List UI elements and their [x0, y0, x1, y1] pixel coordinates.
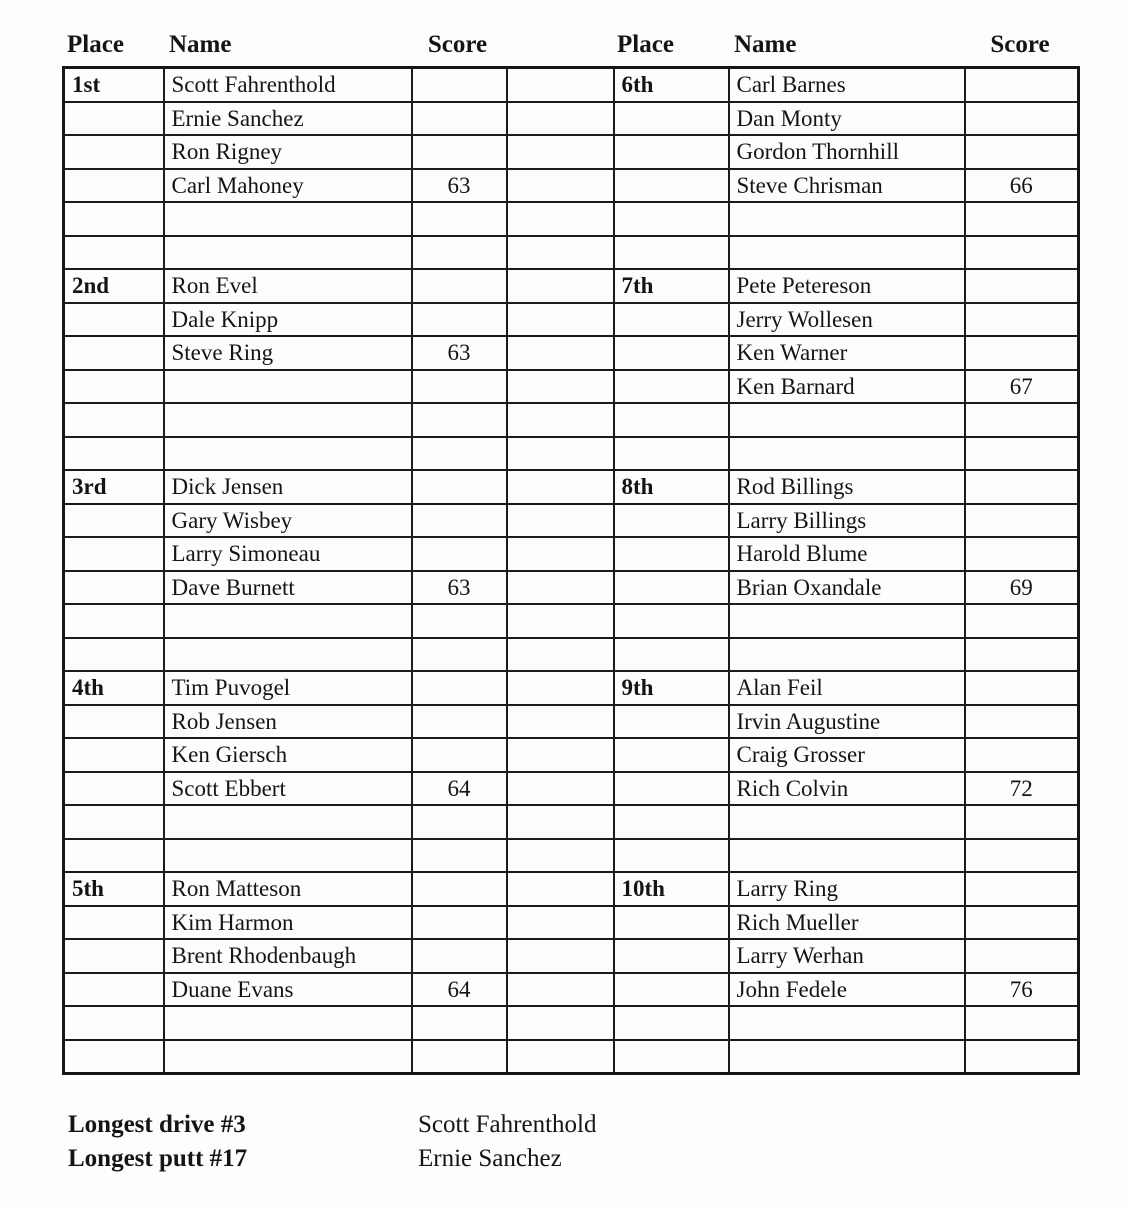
place-cell-left: [64, 403, 164, 437]
results-table: [62, 66, 1080, 1075]
place-cell-right: [614, 939, 729, 973]
name-cell-right: Craig Grosser: [729, 738, 965, 772]
place-cell-left: 4th: [64, 671, 164, 705]
place-cell-left: [64, 202, 164, 236]
name-cell-left: Dale Knipp: [164, 303, 412, 337]
spacer-cell: [507, 403, 614, 437]
name-cell-right: Carl Barnes: [729, 68, 965, 102]
score-cell-left: [412, 403, 507, 437]
score-cell-left: [412, 906, 507, 940]
place-cell-right: [614, 772, 729, 806]
table-row: [64, 102, 1079, 136]
place-cell-right: 9th: [614, 671, 729, 705]
score-cell-left: 64: [412, 772, 507, 806]
column-headers: [62, 28, 1077, 62]
name-cell-left: [164, 1006, 412, 1040]
name-cell-right: [729, 1040, 965, 1074]
name-cell-left: [164, 1040, 412, 1074]
name-cell-left: Ron Matteson: [164, 872, 412, 906]
name-cell-right: Harold Blume: [729, 537, 965, 571]
name-cell-right: Dan Monty: [729, 102, 965, 136]
spacer-cell: [507, 571, 614, 605]
score-cell-left: [412, 872, 507, 906]
score-cell-left: [412, 269, 507, 303]
spacer-cell: [507, 537, 614, 571]
spacer-cell: [507, 336, 614, 370]
score-cell-right: [965, 102, 1079, 136]
place-cell-left: [64, 939, 164, 973]
name-cell-left: Dave Burnett: [164, 571, 412, 605]
table-row: [64, 738, 1079, 772]
place-cell-left: 1st: [64, 68, 164, 102]
place-cell-right: [614, 571, 729, 605]
spacer-cell: [507, 772, 614, 806]
place-cell-right: [614, 370, 729, 404]
place-cell-right: [614, 135, 729, 169]
place-cell-right: [614, 705, 729, 739]
table-row: [64, 537, 1079, 571]
award-longest-putt: [68, 1142, 596, 1176]
score-cell-left: [412, 805, 507, 839]
score-cell-left: 63: [412, 571, 507, 605]
spacer-cell: [507, 370, 614, 404]
spacer-cell: [507, 1006, 614, 1040]
table-row: [64, 604, 1079, 638]
place-cell-right: [614, 638, 729, 672]
score-cell-right: [965, 638, 1079, 672]
place-cell-right: [614, 906, 729, 940]
name-cell-left: [164, 437, 412, 471]
score-cell-right: [965, 68, 1079, 102]
score-cell-right: 72: [965, 772, 1079, 806]
place-cell-right: [614, 336, 729, 370]
spacer-cell: [507, 1040, 614, 1074]
score-cell-right: [965, 738, 1079, 772]
table-row: [64, 135, 1079, 169]
spacer-cell: [507, 202, 614, 236]
place-cell-right: [614, 537, 729, 571]
score-cell-right: [965, 671, 1079, 705]
name-cell-left: [164, 839, 412, 873]
place-cell-left: [64, 437, 164, 471]
name-cell-left: Ron Evel: [164, 269, 412, 303]
name-cell-left: Ron Rigney: [164, 135, 412, 169]
place-cell-right: 6th: [614, 68, 729, 102]
award-longest-drive-label: Longest drive #3: [68, 1111, 246, 1138]
name-cell-right: [729, 638, 965, 672]
score-cell-left: [412, 437, 507, 471]
place-cell-right: [614, 102, 729, 136]
name-cell-right: Pete Petereson: [729, 269, 965, 303]
score-cell-right: 67: [965, 370, 1079, 404]
score-cell-right: [965, 805, 1079, 839]
name-cell-right: [729, 236, 965, 270]
spacer-cell: [507, 939, 614, 973]
score-cell-left: [412, 705, 507, 739]
spacer-cell: [507, 303, 614, 337]
name-cell-right: [729, 437, 965, 471]
name-cell-left: Kim Harmon: [164, 906, 412, 940]
table-row: [64, 336, 1079, 370]
table-row: [64, 805, 1079, 839]
table-row: [64, 772, 1079, 806]
table-row: [64, 1006, 1079, 1040]
score-cell-left: 64: [412, 973, 507, 1007]
table-row: [64, 939, 1079, 973]
name-cell-right: Larry Billings: [729, 504, 965, 538]
table-row: [64, 638, 1079, 672]
spacer-cell: [507, 269, 614, 303]
table-row: [64, 169, 1079, 203]
spacer-cell: [507, 872, 614, 906]
name-cell-left: [164, 604, 412, 638]
place-cell-right: [614, 403, 729, 437]
name-cell-left: Steve Ring: [164, 336, 412, 370]
table-row: [64, 504, 1079, 538]
spacer-cell: [507, 604, 614, 638]
score-cell-right: [965, 705, 1079, 739]
name-cell-left: Brent Rhodenbaugh: [164, 939, 412, 973]
spacer-cell: [507, 68, 614, 102]
place-cell-right: [614, 1006, 729, 1040]
place-cell-left: 2nd: [64, 269, 164, 303]
spacer-cell: [507, 470, 614, 504]
spacer-cell: [507, 169, 614, 203]
place-cell-left: [64, 135, 164, 169]
score-cell-left: [412, 202, 507, 236]
name-cell-right: Brian Oxandale: [729, 571, 965, 605]
name-cell-left: Tim Puvogel: [164, 671, 412, 705]
score-cell-left: [412, 68, 507, 102]
table-row: [64, 236, 1079, 270]
score-cell-right: [965, 236, 1079, 270]
place-cell-left: [64, 537, 164, 571]
name-cell-left: Carl Mahoney: [164, 169, 412, 203]
score-cell-right: [965, 403, 1079, 437]
spacer-cell: [507, 839, 614, 873]
table-row: [64, 872, 1079, 906]
place-cell-right: [614, 437, 729, 471]
score-cell-left: [412, 939, 507, 973]
score-cell-left: [412, 370, 507, 404]
place-cell-right: 10th: [614, 872, 729, 906]
table-row: [64, 973, 1079, 1007]
header-name-right: Name: [734, 31, 797, 58]
score-cell-right: 66: [965, 169, 1079, 203]
place-cell-left: [64, 805, 164, 839]
name-cell-left: Rob Jensen: [164, 705, 412, 739]
score-cell-right: [965, 939, 1079, 973]
award-longest-putt-winner: Ernie Sanchez: [418, 1145, 562, 1172]
name-cell-left: Scott Ebbert: [164, 772, 412, 806]
score-cell-left: 63: [412, 169, 507, 203]
score-cell-left: [412, 1040, 507, 1074]
score-cell-left: [412, 671, 507, 705]
score-cell-right: [965, 135, 1079, 169]
table-row: [64, 470, 1079, 504]
place-cell-right: [614, 202, 729, 236]
place-cell-left: [64, 370, 164, 404]
score-cell-right: [965, 839, 1079, 873]
name-cell-right: Steve Chrisman: [729, 169, 965, 203]
score-cell-left: [412, 504, 507, 538]
name-cell-left: [164, 202, 412, 236]
table-row: [64, 403, 1079, 437]
spacer-cell: [507, 973, 614, 1007]
awards-footer: [68, 1108, 596, 1176]
name-cell-right: Ken Barnard: [729, 370, 965, 404]
name-cell-right: [729, 202, 965, 236]
score-cell-left: [412, 604, 507, 638]
award-longest-putt-label: Longest putt #17: [68, 1145, 248, 1172]
table-row: [64, 303, 1079, 337]
name-cell-right: Larry Ring: [729, 872, 965, 906]
score-cell-left: [412, 102, 507, 136]
name-cell-right: [729, 839, 965, 873]
name-cell-right: Rich Colvin: [729, 772, 965, 806]
name-cell-right: Gordon Thornhill: [729, 135, 965, 169]
name-cell-left: [164, 236, 412, 270]
table-row: [64, 1040, 1079, 1074]
name-cell-left: [164, 638, 412, 672]
score-cell-right: [965, 872, 1079, 906]
place-cell-right: [614, 839, 729, 873]
name-cell-left: Scott Fahrenthold: [164, 68, 412, 102]
place-cell-right: 8th: [614, 470, 729, 504]
place-cell-right: [614, 1040, 729, 1074]
place-cell-right: [614, 236, 729, 270]
table-row: [64, 370, 1079, 404]
place-cell-left: [64, 1006, 164, 1040]
place-cell-left: [64, 102, 164, 136]
place-cell-right: [614, 504, 729, 538]
score-cell-right: [965, 906, 1079, 940]
score-cell-left: [412, 135, 507, 169]
name-cell-right: Alan Feil: [729, 671, 965, 705]
header-place-left: Place: [67, 31, 124, 58]
score-cell-right: [965, 504, 1079, 538]
place-cell-right: [614, 303, 729, 337]
table-row: [64, 571, 1079, 605]
name-cell-right: Larry Werhan: [729, 939, 965, 973]
header-score-left: Score: [427, 31, 488, 58]
name-cell-right: John Fedele: [729, 973, 965, 1007]
place-cell-left: 3rd: [64, 470, 164, 504]
name-cell-right: [729, 403, 965, 437]
place-cell-left: [64, 1040, 164, 1074]
place-cell-right: [614, 604, 729, 638]
name-cell-left: Gary Wisbey: [164, 504, 412, 538]
name-cell-right: Rich Mueller: [729, 906, 965, 940]
place-cell-left: [64, 336, 164, 370]
score-cell-left: [412, 839, 507, 873]
score-cell-right: [965, 1006, 1079, 1040]
spacer-cell: [507, 906, 614, 940]
score-cell-left: [412, 537, 507, 571]
name-cell-left: Ken Giersch: [164, 738, 412, 772]
award-longest-drive-winner: Scott Fahrenthold: [418, 1111, 597, 1138]
score-cell-left: [412, 470, 507, 504]
score-cell-right: [965, 604, 1079, 638]
score-cell-right: [965, 1040, 1079, 1074]
name-cell-left: Larry Simoneau: [164, 537, 412, 571]
score-cell-right: [965, 202, 1079, 236]
name-cell-right: Jerry Wollesen: [729, 303, 965, 337]
name-cell-left: Ernie Sanchez: [164, 102, 412, 136]
place-cell-left: [64, 169, 164, 203]
table-row: [64, 705, 1079, 739]
header-name-left: Name: [169, 31, 232, 58]
name-cell-left: Dick Jensen: [164, 470, 412, 504]
spacer-cell: [507, 102, 614, 136]
spacer-cell: [507, 738, 614, 772]
spacer-cell: [507, 504, 614, 538]
spacer-cell: [507, 671, 614, 705]
name-cell-right: [729, 1006, 965, 1040]
name-cell-right: Ken Warner: [729, 336, 965, 370]
score-cell-left: [412, 236, 507, 270]
place-cell-left: [64, 638, 164, 672]
place-cell-right: [614, 169, 729, 203]
score-cell-left: [412, 738, 507, 772]
header-spacer: [505, 28, 612, 62]
results-table-body: [64, 68, 1079, 1074]
table-row: [64, 671, 1079, 705]
place-cell-left: [64, 772, 164, 806]
place-cell-left: [64, 738, 164, 772]
name-cell-right: [729, 604, 965, 638]
name-cell-right: Irvin Augustine: [729, 705, 965, 739]
name-cell-left: Duane Evans: [164, 973, 412, 1007]
place-cell-left: [64, 705, 164, 739]
spacer-cell: [507, 135, 614, 169]
place-cell-right: 7th: [614, 269, 729, 303]
score-cell-right: [965, 470, 1079, 504]
score-cell-right: [965, 537, 1079, 571]
score-cell-right: 76: [965, 973, 1079, 1007]
name-cell-left: [164, 403, 412, 437]
score-cell-left: [412, 303, 507, 337]
table-row: [64, 906, 1079, 940]
name-cell-right: Rod Billings: [729, 470, 965, 504]
spacer-cell: [507, 437, 614, 471]
place-cell-left: [64, 571, 164, 605]
place-cell-left: [64, 236, 164, 270]
score-cell-right: [965, 303, 1079, 337]
name-cell-left: [164, 370, 412, 404]
place-cell-left: [64, 906, 164, 940]
table-row: [64, 202, 1079, 236]
header-score-right: Score: [990, 31, 1050, 58]
score-cell-right: [965, 437, 1079, 471]
spacer-cell: [507, 805, 614, 839]
score-cell-left: [412, 638, 507, 672]
place-cell-left: [64, 303, 164, 337]
spacer-cell: [507, 638, 614, 672]
place-cell-left: [64, 973, 164, 1007]
score-cell-left: 63: [412, 336, 507, 370]
name-cell-left: [164, 805, 412, 839]
place-cell-right: [614, 805, 729, 839]
place-cell-right: [614, 973, 729, 1007]
score-cell-left: [412, 1006, 507, 1040]
score-cell-right: 69: [965, 571, 1079, 605]
place-cell-right: [614, 738, 729, 772]
header-place-right: Place: [617, 31, 674, 58]
table-row: [64, 68, 1079, 102]
place-cell-left: [64, 604, 164, 638]
table-row: [64, 839, 1079, 873]
table-row: [64, 437, 1079, 471]
award-longest-drive: [68, 1108, 596, 1142]
score-cell-right: [965, 269, 1079, 303]
table-row: [64, 269, 1079, 303]
place-cell-left: 5th: [64, 872, 164, 906]
name-cell-right: [729, 805, 965, 839]
score-cell-right: [965, 336, 1079, 370]
spacer-cell: [507, 705, 614, 739]
spacer-cell: [507, 236, 614, 270]
place-cell-left: [64, 504, 164, 538]
place-cell-left: [64, 839, 164, 873]
